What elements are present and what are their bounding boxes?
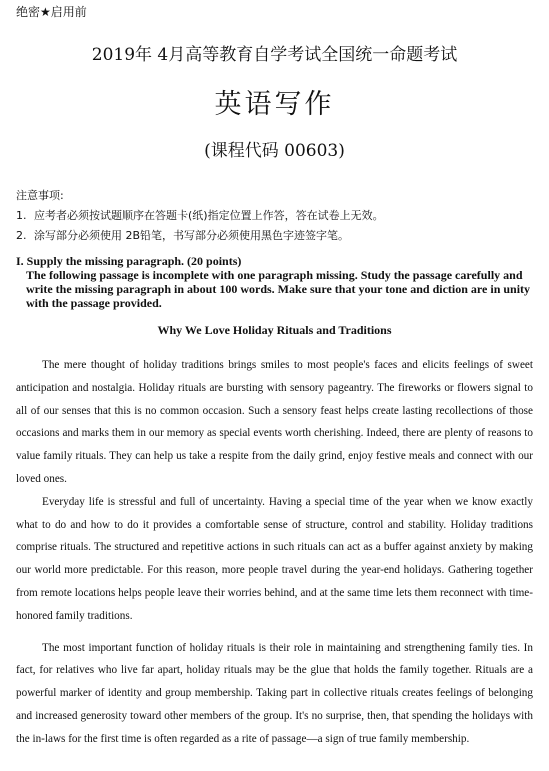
- secret-mark: 绝密★启用前: [16, 5, 87, 19]
- part-section: [16, 254, 533, 310]
- course-code: (课程代码 00603): [204, 141, 345, 161]
- part-instruction: The following passage is incomplete with one paragraph missing. Study the passage carefully and write the missing paragraph in about 100 words. Make sure that your tone and diction are in unity with the passage provided.: [26, 268, 531, 310]
- part-heading: I. Supply the missing paragraph. (20 points): [16, 254, 242, 268]
- notes-heading: 注意事项:: [16, 189, 64, 202]
- note-number: 1.: [16, 209, 27, 222]
- note-number: 2.: [16, 229, 27, 242]
- passage-paragraph: Everyday life is stressful and full of uncertainty. Having a special time of the year when we know exactly what to do and how to do it provides a comfortable sense of structure, control and stability. Holiday traditions comprise rituals. The structured and repetitive actions in such rituals can act as a buffer against anxiety by making our world more predictable. For this reason, more people travel during the year-end holidays. Gathering together from remote locations helps people leave their worries behind, and at the same time lets them reconnect with time-honored family traditions.: [16, 495, 533, 622]
- note-text: 涂写部分必须使用 2B铅笔，书写部分必须使用黑色字迹签字笔。: [34, 229, 350, 242]
- note-text: 应考者必须按试题顺序在答题卡(纸)指定位置上作答，答在试卷上无效。: [34, 209, 384, 222]
- notes-section: [16, 186, 384, 246]
- passage-title: Why We Love Holiday Rituals and Traditions: [157, 323, 392, 337]
- note-item: [16, 206, 384, 226]
- note-item: [16, 226, 384, 246]
- passage-paragraph: The mere thought of holiday traditions brings smiles to most people's faces and elicits feelings of sweet anticipation and nostalgia. Holiday rituals are bursting with sensory pageantry. The fireworks or flowers signal to all of our senses that this is no common occasion. Such a sensory feast helps create lasting recollections of those occasions and marks them in our memory as special events worth cherishing. Indeed, there are plenty of reasons to value family rituals. They can help us take a respite from the daily grind, enjoy festive meals and connect with our loved ones.: [16, 359, 533, 485]
- passage-body: [16, 354, 533, 751]
- exam-title: 2019年 4月高等教育自学考试全国统一命题考试: [91, 45, 458, 65]
- passage-paragraph: The most important function of holiday rituals is their role in maintaining and strengthening family ties. In fact, for relatives who live far apart, holiday rituals may be the glue that holds the family together. Rituals are a powerful marker of identity and group membership. Taking part in collective rituals creates feelings of belonging and increased generosity toward other members of the group. It's no surprise, then, that spending the holidays with the in-laws for the first time is often regarded as a rite of passage—a sign of true family membership.: [16, 641, 533, 745]
- subject-title: 英语写作: [214, 89, 335, 120]
